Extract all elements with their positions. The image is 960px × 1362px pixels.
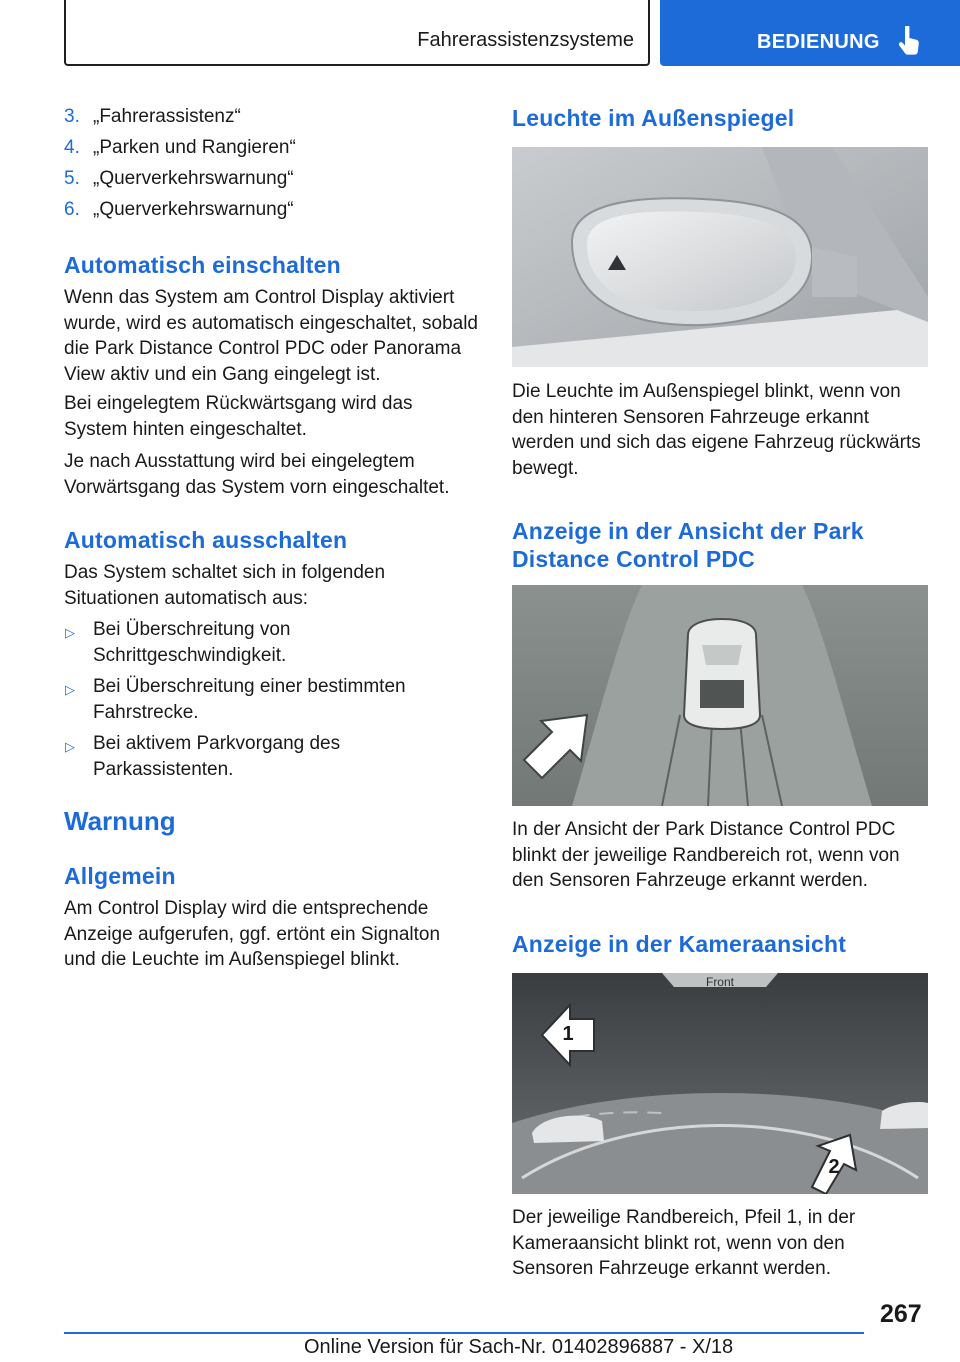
auto-off-heading: Automatisch ausschalten — [64, 527, 348, 553]
camera-illustration — [512, 973, 928, 1194]
auto-on-paragraph-2: Bei eingelegtem Rückwärtsgang wird das System hinten eingeschaltet. — [64, 393, 413, 440]
mirror-heading: Leuchte im Außenspiegel — [512, 105, 795, 131]
header-chapter-tab[interactable] — [660, 0, 960, 66]
triangle-bullet-icon: ▷ — [65, 682, 75, 697]
header-chapter-label: BEDIENUNG — [757, 31, 880, 53]
warning-heading: Warnung — [64, 806, 176, 836]
general-heading: Allgemein — [64, 863, 176, 889]
triangle-bullet-icon: ▷ — [65, 625, 75, 640]
pdc-paragraph: In der Ansicht der Park Distance Control PDC blinkt der jeweilige Randbereich rot, wenn von den Sensoren Fahrzeuge erkannt werden. — [512, 819, 900, 891]
pdc-heading: Anzeige in der Ansicht der Park Distance Control PDC — [512, 518, 864, 572]
page-number: 267 — [880, 1300, 922, 1328]
header-section-box — [64, 0, 650, 66]
general-paragraph: Am Control Display wird die entsprechende Anzeige aufgerufen, ggf. ertönt ein Signalton und die Leuchte im Außenspiegel blinkt. — [64, 898, 441, 970]
header-section-title: Fahrerassistenzsysteme — [417, 29, 634, 51]
footer-online-version: Online Version für Sach-Nr. 01402896887 - X/18 — [304, 1336, 734, 1358]
camera-heading: Anzeige in der Kameraansicht — [512, 931, 847, 957]
footer-divider — [64, 1332, 864, 1334]
camera-arrow-1-label: 1 — [562, 1023, 574, 1045]
mirror-illustration — [512, 147, 928, 367]
camera-arrow-2-label: 2 — [828, 1156, 840, 1178]
camera-front-label: Front — [705, 975, 735, 989]
camera-paragraph: Der jeweilige Randbereich, Pfeil 1, in der Kameraansicht blinkt rot, wenn von den Sensoren Fahrzeuge erkannt werden. — [512, 1207, 856, 1279]
auto-on-heading: Automatisch einschalten — [64, 252, 341, 278]
pointing-hand-icon — [898, 26, 920, 56]
auto-on-paragraph-1: Wenn das System am Control Display aktiviert wurde, wird es automatisch eingeschaltet, sobald die Park Distance Control PDC oder Panorama View aktiv und ein Gang eingelegt ist. — [64, 287, 479, 385]
triangle-bullet-icon: ▷ — [65, 739, 75, 754]
auto-on-paragraph-3: Je nach Ausstattung wird bei eingelegtem Vorwärtsgang das System vorn eingeschaltet. — [64, 451, 450, 498]
auto-off-paragraph: Das System schaltet sich in folgenden Situationen automatisch aus: — [64, 562, 386, 609]
mirror-paragraph: Die Leuchte im Außenspiegel blinkt, wenn von den hinteren Sensoren Fahrzeuge erkannt werden und sich das eigene Fahrzeug rückwärts bewegt. — [512, 381, 921, 479]
pdc-illustration — [512, 585, 928, 806]
